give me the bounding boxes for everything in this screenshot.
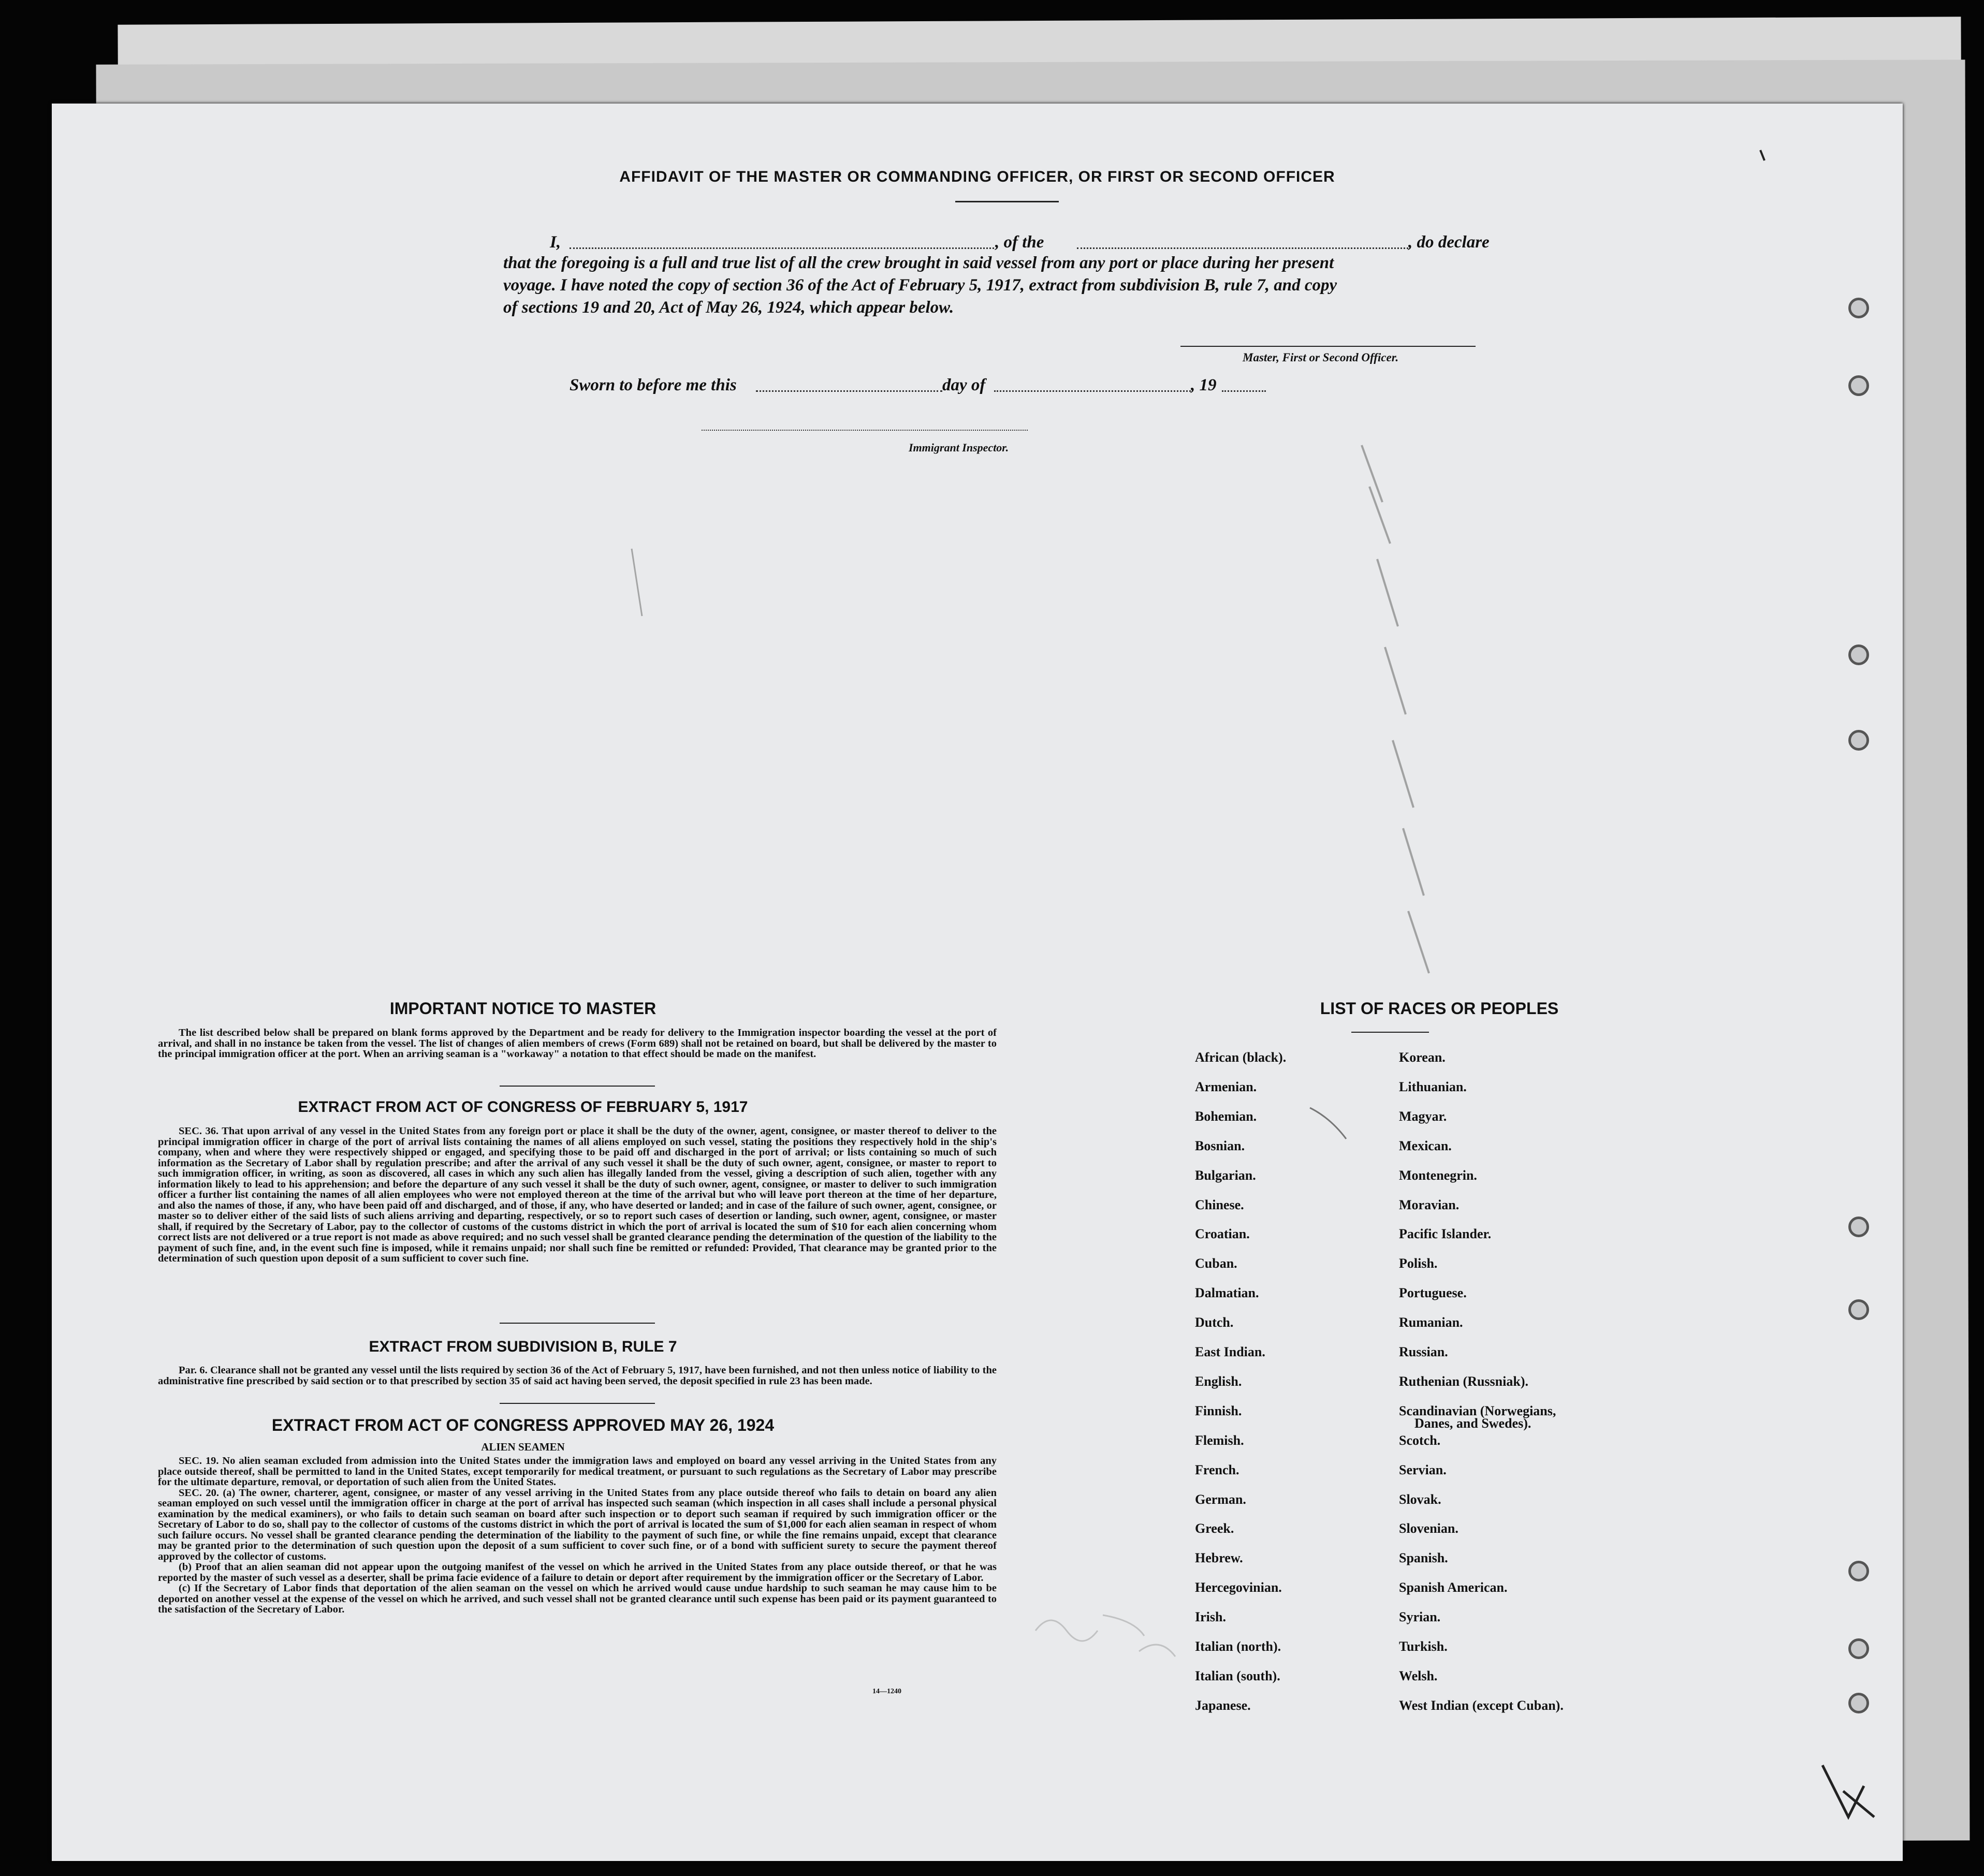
race-item: Spanish American.: [1399, 1580, 1508, 1595]
affidavit-declare: , do declare: [1408, 233, 1490, 252]
race-item: Ruthenian (Russniak).: [1399, 1373, 1528, 1389]
race-item: Montenegrin.: [1399, 1167, 1477, 1183]
sec-20c-paragraph: (c) If the Secretary of Labor finds that deportation of the alien seaman on the vessel on which he arrived would cause undue hardship to such seaman he may cause him to be deported on another vessel at the expense of the vessel on which he arrived, and such vessel shall not be granted clearance until such expense has been paid or its payment guaranteed to the satisfaction of the Secretary of Labor.: [158, 1582, 997, 1615]
affidavit-i: I,: [550, 233, 561, 252]
punch-hole: [1848, 1693, 1869, 1713]
race-item: Japanese.: [1195, 1697, 1251, 1713]
race-item: French.: [1195, 1462, 1239, 1477]
race-item: Mexican.: [1399, 1138, 1452, 1153]
race-item: Slovak.: [1399, 1491, 1441, 1507]
sworn-year: , 19: [1191, 376, 1217, 394]
extract-1924-text: [158, 1456, 997, 1615]
punch-hole: [1848, 375, 1869, 396]
extract-1917-divider: [500, 1323, 655, 1324]
punch-hole: [1848, 1299, 1869, 1320]
affidavit-line-4: of sections 19 and 20, Act of May 26, 1924, which appear below.: [503, 298, 954, 317]
race-item: Korean.: [1399, 1050, 1446, 1065]
race-item: Dutch.: [1195, 1315, 1234, 1330]
race-item: Finnish.: [1195, 1403, 1242, 1418]
races-underline: [1351, 1032, 1429, 1033]
race-item: West Indian (except Cuban).: [1399, 1697, 1564, 1713]
races-title: LIST OF RACES OR PEOPLES: [1320, 999, 1559, 1018]
punch-hole: [1848, 644, 1869, 665]
race-item: Croatian.: [1195, 1226, 1250, 1242]
race-item: Bosnian.: [1195, 1138, 1245, 1153]
race-item: Slovenian.: [1399, 1521, 1458, 1536]
race-item: Cuban.: [1195, 1256, 1237, 1271]
race-item: Scotch.: [1399, 1432, 1441, 1448]
punch-hole: [1848, 1217, 1869, 1237]
race-item: Spanish.: [1399, 1550, 1448, 1566]
alien-seamen-subtitle: ALIEN SEAMEN: [481, 1441, 565, 1453]
race-item: Flemish.: [1195, 1432, 1244, 1448]
race-item: Polish.: [1399, 1256, 1438, 1271]
race-item: Turkish.: [1399, 1639, 1448, 1654]
sec-20a-paragraph: SEC. 20. (a) The owner, charterer, agent, consignee, or master of any vessel arriving in the United States from any place outside thereof who fails to detain on board any alien seaman employed on such vessel until the immigration officer in charge at the port of arrival has inspected such seaman (which inspection in all cases shall include a personal physical examination by the medical examiners), or who fails to detain such seaman on board after such inspection or to deport such seaman if required by such immigration officer or the Secretary of Labor to do so, shall pay to the collector of customs of the customs district in which the port of arrival is located the sum of $1,000 for each alien seaman in respect of whom such failure occurs. No vessel shall be granted clearance pending the determination of the liability to the payment of such fine, or while the fine remains unpaid, except that clearance may be granted prior to the determination of such question upon the deposit of a sum sufficient to cover such fine, or of a bond with sufficient surety to secure the payment thereof approved by the collector of customs.: [158, 1487, 997, 1562]
race-item: Irish.: [1195, 1609, 1226, 1625]
race-continuation: Danes, and Swedes).: [1414, 1415, 1531, 1431]
sec-36-paragraph: SEC. 36. That upon arrival of any vessel in the United States from any foreign port or place it shall be the duty of the owner, agent, consignee, or master thereof to deliver to the principal immigration officer in charge of the port of arrival lists containing the names of all aliens employed on such vessel, stating the positions they respectively hold in the ship's company, when and where they were respectively shipped or engaged, and specifying those to be paid off and discharged in the port of arrival; or lists containing so much of such information as the Secretary of Labor shall by regulation prescribe; and after the arrival of any such vessel it shall be the duty of such owner, agent, consignee, or master to report to such immigration officer, in writing, as soon as discovered, all cases in which any such alien has illegally landed from the vessel, giving a description of such alien, together with any information likely to lead to his apprehension; and before the departure of any such vessel it shall be the duty of such owner, agent, consignee, or master to deliver to such immigration officer a further list containing the names of all alien employees who were not employed thereon at the time of the arrival but who will leave port thereon at the time of her departure, and also the names of those, if any, who have been paid off and discharged, and of those, if any, who have deserted or landed; and in case of the failure of such owner, agent, consignee, or master so to deliver either of the said lists of such aliens arriving and departing, respectively, or so to report such cases of desertion or landing, such owner, agent, consignee, or master shall, if required by the Secretary of Labor, pay to the collector of customs of the customs district in which the port of arrival is located the sum of $10 for each alien concerning whom correct lists are not delivered or a true report is not made as above required; and no such vessel shall be granted clearance pending the determination of the question of the liability to the payment of such fine, and, in the event such fine is imposed, while it remains unpaid; nor shall such fine be remitted or refunded: Provided, That clearance may be granted prior to the determination of such question upon deposit of a sum sufficient to cover such fine.: [158, 1125, 997, 1264]
rule-7-divider: [500, 1403, 655, 1404]
race-item: Syrian.: [1399, 1609, 1441, 1625]
rule-7-title: EXTRACT FROM SUBDIVISION B, RULE 7: [369, 1338, 677, 1355]
rule-7-text: [158, 1365, 997, 1386]
race-item: Italian (south).: [1195, 1668, 1280, 1683]
punch-hole: [1848, 1561, 1869, 1581]
notice-divider: [500, 1086, 655, 1087]
extract-1924-title: EXTRACT FROM ACT OF CONGRESS APPROVED MAY 26, 1924: [271, 1416, 775, 1434]
sworn-prefix: Sworn to before me this: [570, 376, 737, 394]
inspector-caption: Immigrant Inspector.: [909, 441, 1009, 454]
form-code: 14—1240: [872, 1688, 901, 1695]
race-item: Scandinavian (Norwegians,: [1399, 1403, 1556, 1418]
race-item: Armenian.: [1195, 1079, 1257, 1094]
race-item: Chinese.: [1195, 1197, 1244, 1212]
punch-hole: [1848, 1638, 1869, 1659]
race-item: Bohemian.: [1195, 1108, 1257, 1124]
affidavit-line-2: that the foregoing is a full and true list of all the crew brought in said vessel from any port or place during her present: [503, 254, 1334, 272]
race-item: German.: [1195, 1491, 1246, 1507]
race-item: Servian.: [1399, 1462, 1447, 1477]
race-item: Hercegovinian.: [1195, 1580, 1282, 1595]
race-item: English.: [1195, 1373, 1242, 1389]
race-item: Lithuanian.: [1399, 1079, 1467, 1094]
affidavit-title: AFFIDAVIT OF THE MASTER OR COMMANDING OFFICER, OR FIRST OR SECOND OFFICER: [619, 168, 1335, 185]
race-item: Dalmatian.: [1195, 1285, 1259, 1301]
sworn-day-of: day of: [942, 376, 986, 394]
sec-19-paragraph: SEC. 19. No alien seaman excluded from admission into the United States under the immigration laws and employed on board any vessel arriving in the United States from any place outside thereof, shall be permitted to land in the United States, except temporarily for medical treatment, or pursuant to such regulations as the Secretary of Labor may prescribe for the ultimate departure, removal, or deportation of such alien from the United States.: [158, 1455, 997, 1488]
affidavit-line-3: voyage. I have noted the copy of section 36 of the Act of February 5, 1917, extract from subdivision B, rule 7, and copy: [503, 276, 1337, 295]
race-item: Greek.: [1195, 1521, 1234, 1536]
document-page: [52, 104, 1903, 1861]
notice-title: IMPORTANT NOTICE TO MASTER: [389, 999, 657, 1018]
race-item: Russian.: [1399, 1344, 1448, 1359]
punch-hole: [1848, 730, 1869, 751]
extract-1917-title: EXTRACT FROM ACT OF CONGRESS OF FEBRUARY 5, 1917: [298, 1098, 748, 1116]
race-item: Welsh.: [1399, 1668, 1438, 1683]
race-item: African (black).: [1195, 1050, 1287, 1065]
sec-20b-paragraph: (b) Proof that an alien seaman did not appear upon the outgoing manifest of the vessel on which he arrived in the United States from any place outside thereof, or that he was reported by the master of such vessel as a deserter, shall be prima facie evidence of a failure to detain or deport after requirement by the immigration officer or the Secretary of Labor.: [158, 1561, 997, 1584]
race-item: East Indian.: [1195, 1344, 1265, 1359]
race-item: Pacific Islander.: [1399, 1226, 1492, 1242]
race-item: Rumanian.: [1399, 1315, 1463, 1330]
race-item: Bulgarian.: [1195, 1167, 1256, 1183]
par-6-paragraph: Par. 6. Clearance shall not be granted any vessel until the lists required by section 36 of the Act of February 5, 1917, have been furnished, and not then unless notice of liability to the administrative fine prescribed by said section or to that prescribed by section 35 of said act having been served, the deposit specified in rule 23 has been made.: [158, 1365, 997, 1387]
signature-caption: Master, First or Second Officer.: [1243, 351, 1399, 364]
race-item: Moravian.: [1399, 1197, 1460, 1212]
race-item: Hebrew.: [1195, 1550, 1243, 1566]
extract-1917-text: [158, 1126, 997, 1264]
punch-hole: [1848, 298, 1869, 318]
notice-text: [158, 1028, 997, 1060]
race-item: Italian (north).: [1195, 1639, 1281, 1654]
race-item: Magyar.: [1399, 1108, 1447, 1124]
notice-paragraph: The list described below shall be prepared on blank forms approved by the Department and be ready for delivery to the Immigration inspector boarding the vessel at the port of arrival, and shall in no instance be taken from the vessel. The list of changes of alien members of crews (Form 689) shall not be retained on board, but shall be delivered by the master to the principal immigration officer at the port. When an arriving seaman is a "workaway" a notation to that effect should be made on the manifest.: [158, 1027, 997, 1060]
race-item: Portuguese.: [1399, 1285, 1467, 1301]
affidavit-of-the: , of the: [995, 233, 1044, 252]
